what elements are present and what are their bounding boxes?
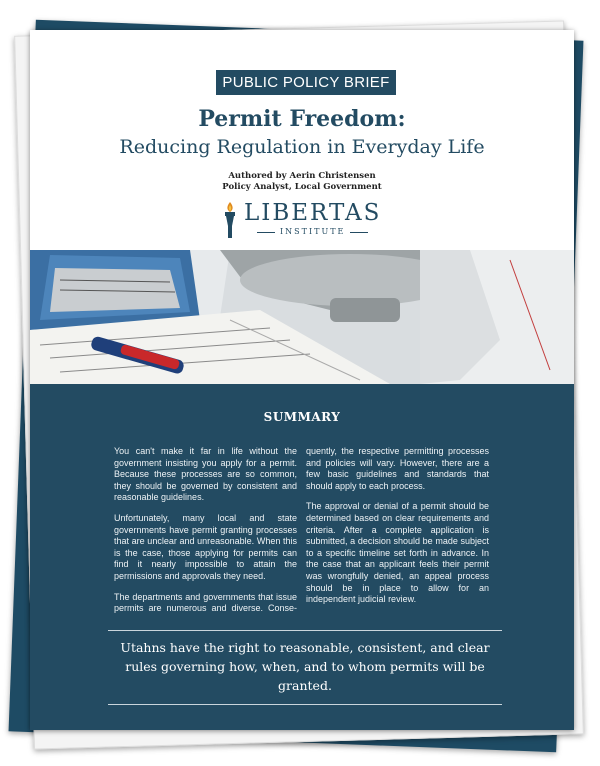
cover-photo xyxy=(30,250,574,384)
libertas-logo xyxy=(218,200,388,242)
divider xyxy=(108,630,502,631)
paragraph: quently, the respective permitting processes and policies will vary. However, there are a few basic guidelines and standards that should apply to each process. xyxy=(306,446,489,491)
divider xyxy=(108,704,502,705)
document-title: Permit Freedom: xyxy=(198,106,406,132)
logo-subtitle: INSTITUTE xyxy=(252,227,373,236)
author-name: Authored by Aerin Christensen xyxy=(228,171,376,181)
paragraph: The departments and governments that issue permits are numerous and diverse. Conse- xyxy=(114,591,297,614)
document-subtitle: Reducing Regulation in Everyday Life xyxy=(119,136,485,158)
brief-page xyxy=(30,30,574,730)
logo-name: LIBERTAS xyxy=(244,200,382,226)
summary-section xyxy=(30,384,574,730)
pull-quote: Utahns have the right to reasonable, consistent, and clear rules governing how, when, and to whom permits will be granted. xyxy=(120,640,490,693)
document-type-label: PUBLIC POLICY BRIEF xyxy=(216,70,396,95)
torch-icon xyxy=(220,200,240,240)
paragraph: Unfortunately, many local and state governments have permit granting processes that are unclear and unreasonable. When this is the case, those applying for permits can find it nearly impossible to attain the permissions and approvals they need. xyxy=(114,512,297,581)
summary-heading: SUMMARY xyxy=(263,410,341,424)
author-role: Policy Analyst, Local Government xyxy=(222,182,382,192)
summary-column-left xyxy=(114,446,297,624)
paragraph: The approval or denial of a permit should be determined based on clear requirements and criteria. After a complete application is submitted, a decision should be made subject to a specific timeline set forth in advance. In the case that an applicant feels their permit was wrongfully denied, an appeal process should be in place to allow for an independent judicial review. xyxy=(306,501,489,605)
summary-column-right xyxy=(306,446,489,615)
paragraph: You can't make it far in life without the government insisting you apply for a permit. Because these processes are so common, they should be governed by consistent and reasonable guidelines. xyxy=(114,446,297,503)
